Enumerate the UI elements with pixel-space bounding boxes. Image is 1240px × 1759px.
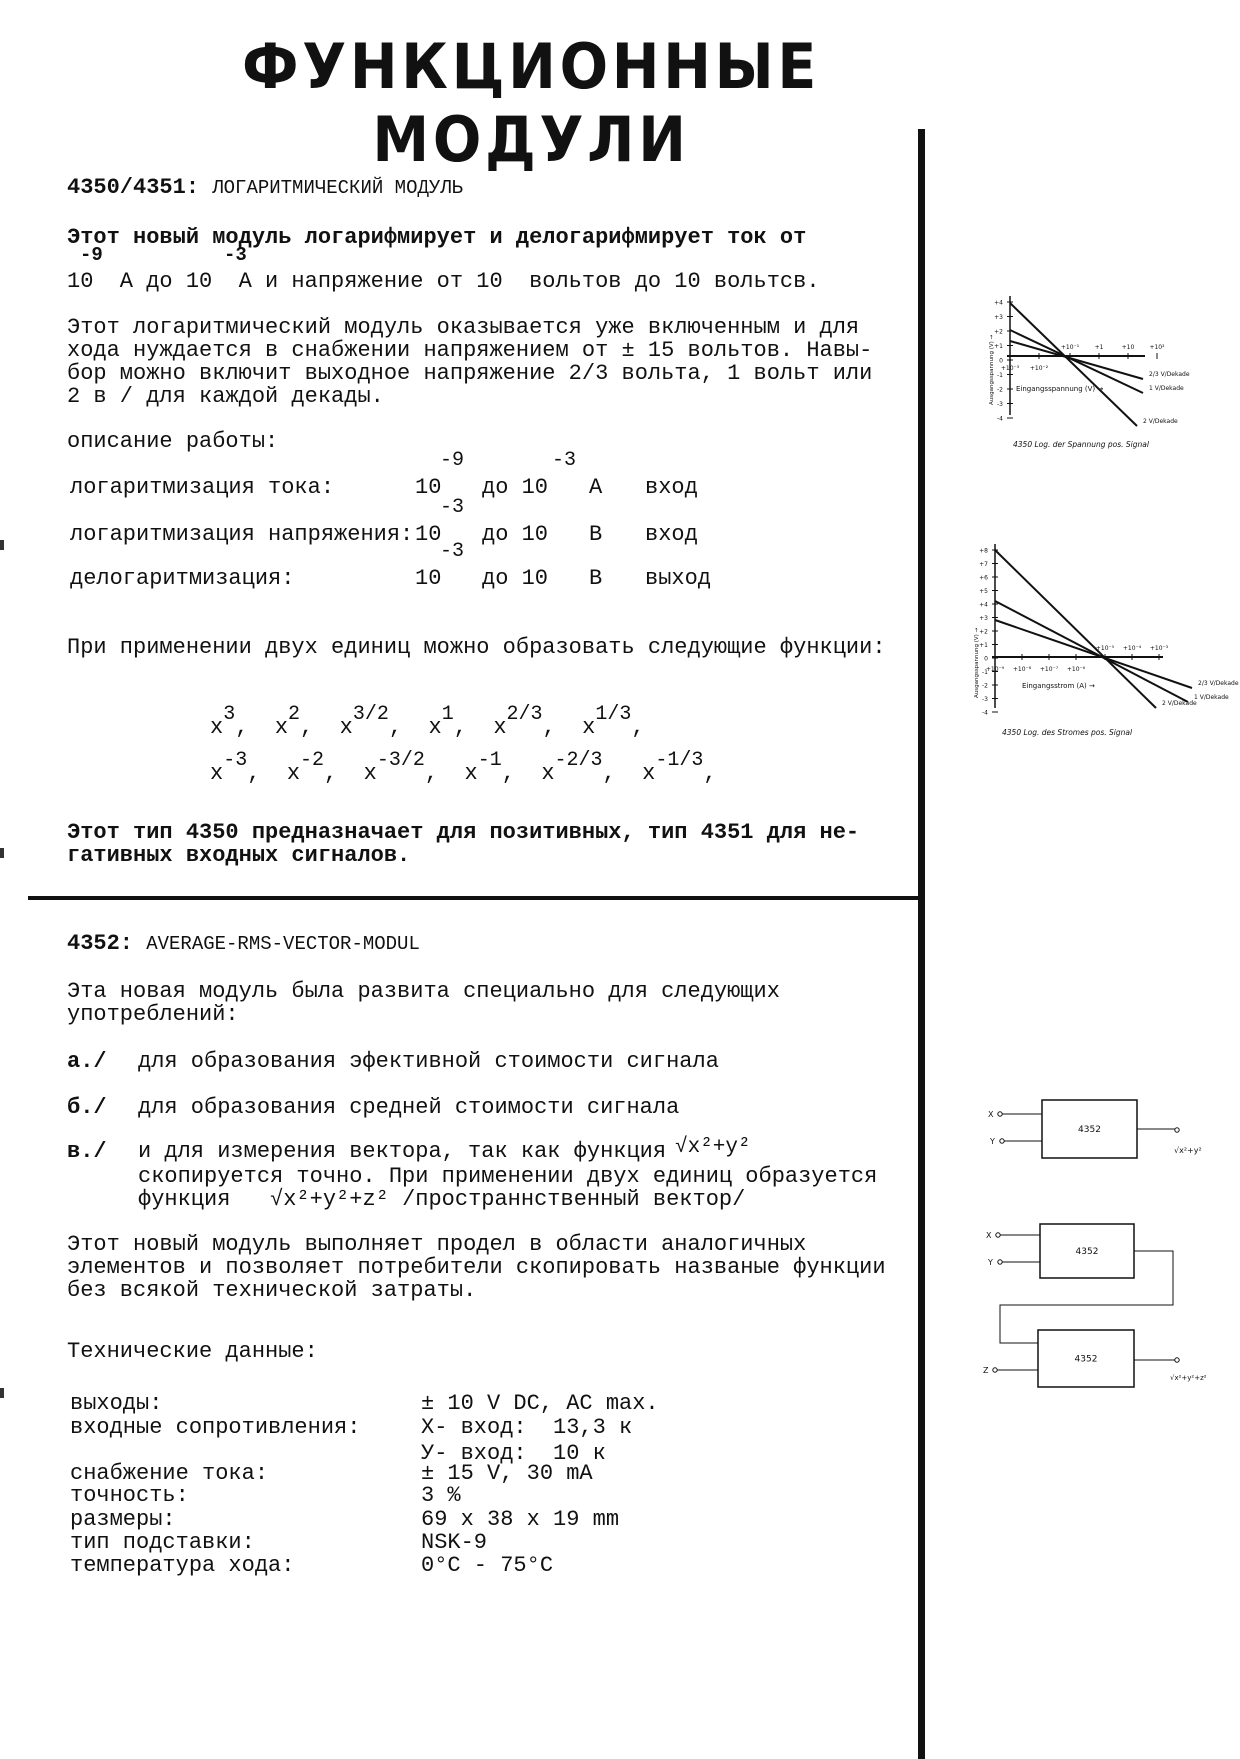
line-label: 1 V/Dekade bbox=[1194, 694, 1229, 701]
x-axis-label: Eingangsspannung (V) → bbox=[1016, 385, 1104, 393]
formula-vector-3d: √x²+y²+z² bbox=[270, 1187, 389, 1212]
power-function: x-3/2 bbox=[363, 749, 425, 786]
power-function: x3/2 bbox=[339, 703, 389, 740]
y-tick-label: +3 bbox=[979, 615, 988, 622]
row-from-exp: -3 bbox=[440, 540, 465, 563]
transfer-line bbox=[1010, 330, 1143, 393]
y-tick-label: +8 bbox=[979, 547, 988, 555]
list-marker: а./ bbox=[67, 1049, 107, 1074]
y-tick-label: 0 bbox=[984, 655, 988, 663]
figure-caption: 4350 Log. der Spannung pos. Signal bbox=[1013, 440, 1149, 449]
row-label: логаритмизация тока: bbox=[70, 475, 335, 500]
power-function: x-2/3 bbox=[541, 749, 603, 786]
section2-paragraph: Этот новый модуль выполняет продел в области аналогичных элементов и позволяет потребители скопировать названые функции без всякой технической затраты. bbox=[67, 1232, 886, 1303]
row-unit: А bbox=[589, 475, 603, 500]
module-label: 4352 bbox=[1074, 1354, 1098, 1365]
power-function: x-1/3 bbox=[642, 749, 704, 786]
exponent: -3 bbox=[224, 244, 247, 266]
power-function: x-3 bbox=[210, 749, 248, 786]
section-code: 4352: bbox=[67, 931, 134, 956]
power-function: x2 bbox=[274, 703, 301, 740]
scan-mark bbox=[0, 1388, 4, 1398]
y-tick-label: +1 bbox=[979, 642, 988, 649]
usage-item-3-line-2: скопируется точно. При применении двух единиц образуется bbox=[138, 1164, 878, 1189]
x-tick-label: +10 bbox=[1121, 344, 1135, 351]
power-function: x1/3 bbox=[582, 703, 632, 740]
row-from: 10 bbox=[415, 522, 442, 547]
terminal-icon bbox=[998, 1112, 1002, 1116]
y-tick-label: +6 bbox=[979, 574, 988, 582]
x-tick-label: +10⁻³ bbox=[1149, 645, 1169, 652]
list-marker: в./ bbox=[67, 1139, 107, 1164]
spec-value: X- вход: 13,3 к bbox=[421, 1415, 633, 1440]
x-tick-label: +1 bbox=[1094, 344, 1104, 351]
exponent: -9 bbox=[80, 244, 103, 266]
spec-value: 0°C - 75°C bbox=[421, 1553, 554, 1578]
y-tick-label: +4 bbox=[979, 601, 988, 609]
power-function: x-2 bbox=[286, 749, 325, 786]
formula-vector-2d: √x²+y² bbox=[675, 1136, 751, 1159]
section-title: AVERAGE-RMS-VECTOR-MODUL bbox=[146, 933, 420, 955]
transfer-line bbox=[995, 620, 1192, 688]
x-tick-label: +10⁻⁵ bbox=[1095, 645, 1115, 652]
row-label: логаритмизация напряжения: bbox=[70, 522, 414, 547]
power-function: x2/3 bbox=[493, 703, 543, 740]
row-to: до 10 bbox=[482, 475, 549, 500]
input-label: X bbox=[986, 1231, 992, 1240]
module-label: 4352 bbox=[1075, 1247, 1099, 1257]
input-label: Y bbox=[988, 1258, 993, 1267]
section-code: 4350/4351: bbox=[67, 175, 200, 200]
x-tick-label: +10⁻⁹ bbox=[985, 666, 1005, 673]
page-title: ФУНКЦИОННЫЕ МОДУЛИ bbox=[241, 30, 821, 176]
power-function: x1 bbox=[428, 703, 454, 740]
power-function: x3 bbox=[210, 703, 236, 740]
line-label: 2/3 V/Dekade bbox=[1198, 680, 1239, 687]
scan-mark bbox=[0, 848, 4, 858]
list-item: и для измерения вектора, так как функция bbox=[138, 1139, 667, 1164]
description-label: описание работы: bbox=[67, 429, 279, 454]
line-label: 2 V/Dekade bbox=[1162, 700, 1197, 707]
y-tick-label: -1 bbox=[997, 372, 1003, 379]
line-label: 2/3 V/Dekade bbox=[1149, 371, 1190, 378]
y-tick-label: +3 bbox=[994, 314, 1003, 321]
x-tick-label: +10⁻⁶ bbox=[1066, 666, 1086, 673]
input-label: X bbox=[988, 1110, 994, 1119]
power-function: x-1 bbox=[464, 749, 502, 786]
row-unit: В bbox=[589, 522, 603, 547]
row-direction: вход bbox=[645, 522, 698, 547]
spec-label: выходы: bbox=[70, 1391, 163, 1416]
y-tick-label: +5 bbox=[979, 588, 988, 595]
x-tick-label: +10⁻¹ bbox=[1060, 344, 1080, 351]
terminal-icon bbox=[998, 1260, 1002, 1264]
y-tick-label: +7 bbox=[979, 561, 988, 568]
row-from-exp: -9 bbox=[440, 449, 465, 472]
y-tick-label: 0 bbox=[999, 357, 1003, 365]
functions-intro: При применении двух единиц можно образовать следующие функции: bbox=[67, 635, 886, 660]
x-axis-label: Eingangsstrom (A) → bbox=[1022, 682, 1095, 690]
row-from: 10 bbox=[415, 475, 442, 500]
row-to: до 10 bbox=[482, 522, 549, 547]
row-to-exp: -3 bbox=[552, 449, 577, 472]
section2-intro: Эта новая модуль была развита специально для следующих употреблений: bbox=[67, 979, 780, 1027]
type-note: Этот тип 4350 предназначает для позитивных, тип 4351 для не- гативных входных сигналов. bbox=[67, 820, 860, 868]
section-heading-4350 bbox=[67, 176, 463, 200]
terminal-icon bbox=[993, 1368, 997, 1372]
spec-label: размеры: bbox=[70, 1507, 176, 1532]
y-tick-label: -3 bbox=[982, 696, 988, 703]
row-unit: В bbox=[589, 566, 603, 591]
connection-wire bbox=[1000, 1251, 1173, 1343]
x-tick-label: +10² bbox=[1149, 344, 1165, 351]
input-label: Y bbox=[990, 1137, 995, 1146]
y-axis-label: Ausgangsspannung (V) → bbox=[974, 627, 980, 698]
usage-item-3-line-3: функция √x²+y²+z² /пространнственный вектор/ bbox=[138, 1187, 746, 1212]
terminal-icon bbox=[1175, 1128, 1179, 1132]
y-tick-label: +2 bbox=[994, 328, 1003, 336]
spec-value: У- вход: 10 к bbox=[421, 1441, 606, 1466]
functions-row-1: x3, x2, x3/2, x1, x2/3, x1/3, bbox=[210, 703, 671, 740]
input-label: Z bbox=[983, 1366, 989, 1375]
paragraph-1-line-2: 10 А до 10 А и напряжение от 10 вольтов до 10 вольтсв. bbox=[67, 269, 820, 294]
block-diagrams bbox=[970, 1090, 1240, 1410]
x-tick-label: +10⁻² bbox=[1029, 365, 1049, 372]
horizontal-divider bbox=[28, 896, 922, 900]
row-to: до 10 bbox=[482, 566, 549, 591]
vertical-divider bbox=[918, 129, 925, 1759]
line-label: 2 V/Dekade bbox=[1143, 418, 1178, 425]
y-axis-label: Ausgangsspannung (V) → bbox=[989, 334, 995, 405]
terminal-icon bbox=[996, 1233, 1000, 1237]
y-tick-label: -3 bbox=[997, 401, 1003, 408]
terminal-icon bbox=[1000, 1139, 1004, 1143]
x-tick-label: +10⁻⁴ bbox=[1122, 645, 1142, 652]
row-label: делогаритмизация: bbox=[70, 566, 295, 591]
y-tick-label: -4 bbox=[997, 415, 1003, 423]
y-tick-label: +2 bbox=[979, 628, 988, 636]
line-label: 1 V/Dekade bbox=[1149, 385, 1184, 392]
output-formula: √x²+y² bbox=[1174, 1146, 1202, 1155]
x-tick-label: +10⁻⁸ bbox=[1012, 666, 1032, 673]
figure-log-current bbox=[960, 540, 1240, 750]
spec-label: температура хода: bbox=[70, 1553, 295, 1578]
spec-label: входные сопротивления: bbox=[70, 1415, 361, 1440]
tech-data-title: Технические данные: bbox=[67, 1339, 318, 1364]
scan-mark bbox=[0, 540, 4, 550]
y-tick-label: +1 bbox=[994, 343, 1003, 350]
spec-label: точность: bbox=[70, 1483, 189, 1508]
spec-value: 69 x 38 x 19 mm bbox=[421, 1507, 620, 1532]
x-tick-label: +10⁻³ bbox=[1000, 365, 1020, 372]
spec-value: NSK-9 bbox=[421, 1530, 488, 1555]
spec-label: тип подставки: bbox=[70, 1530, 255, 1555]
row-direction: вход bbox=[645, 475, 698, 500]
paragraph-2: Этот логаритмический модуль оказывается уже включенным и для хода нуждается в снабжении напряжением от ± 15 вольтов. Навы- бор можно включит выходное напряжение 2/3 вольта, 1 вольт или 2 в / для каждой декады. bbox=[67, 315, 873, 409]
spec-label: снабжение тока: bbox=[70, 1461, 269, 1486]
list-item: для образования эфективной стоимости сигнала bbox=[138, 1049, 719, 1074]
module-label: 4352 bbox=[1078, 1125, 1101, 1135]
y-tick-label: -1 bbox=[982, 669, 988, 676]
spec-value: ± 15 V, 30 mA bbox=[421, 1461, 593, 1486]
figure-log-voltage bbox=[960, 290, 1240, 460]
spec-value: ± 10 V DC, AC max. bbox=[421, 1391, 659, 1416]
section-title: ЛОГАРИТМИЧЕСКИЙ МОДУЛЬ bbox=[212, 177, 464, 199]
list-item: для образования средней стоимости сигнала bbox=[138, 1095, 680, 1120]
figure-caption: 4350 Log. des Stromes pos. Signal bbox=[1002, 728, 1133, 737]
section-heading-4352 bbox=[67, 932, 420, 956]
y-tick-label: -2 bbox=[982, 682, 988, 690]
list-marker: б./ bbox=[67, 1095, 107, 1120]
x-tick-label: +10⁻⁷ bbox=[1039, 666, 1059, 673]
output-formula: √x²+y²+z² bbox=[1170, 1374, 1207, 1382]
terminal-icon bbox=[1175, 1358, 1179, 1362]
row-from-exp: -3 bbox=[440, 496, 465, 519]
row-direction: выход bbox=[645, 566, 712, 591]
y-tick-label: +4 bbox=[994, 299, 1003, 307]
y-tick-label: -2 bbox=[997, 386, 1003, 394]
row-from: 10 bbox=[415, 566, 442, 591]
functions-row-2: x-3, x-2, x-3/2, x-1, x-2/3, x-1/3, bbox=[210, 749, 743, 786]
paragraph-1-line-1: Этот новый модуль логарифмирует и делогарифмирует ток от bbox=[67, 225, 807, 250]
spec-value: 3 % bbox=[421, 1483, 461, 1508]
y-tick-label: -4 bbox=[982, 709, 988, 717]
